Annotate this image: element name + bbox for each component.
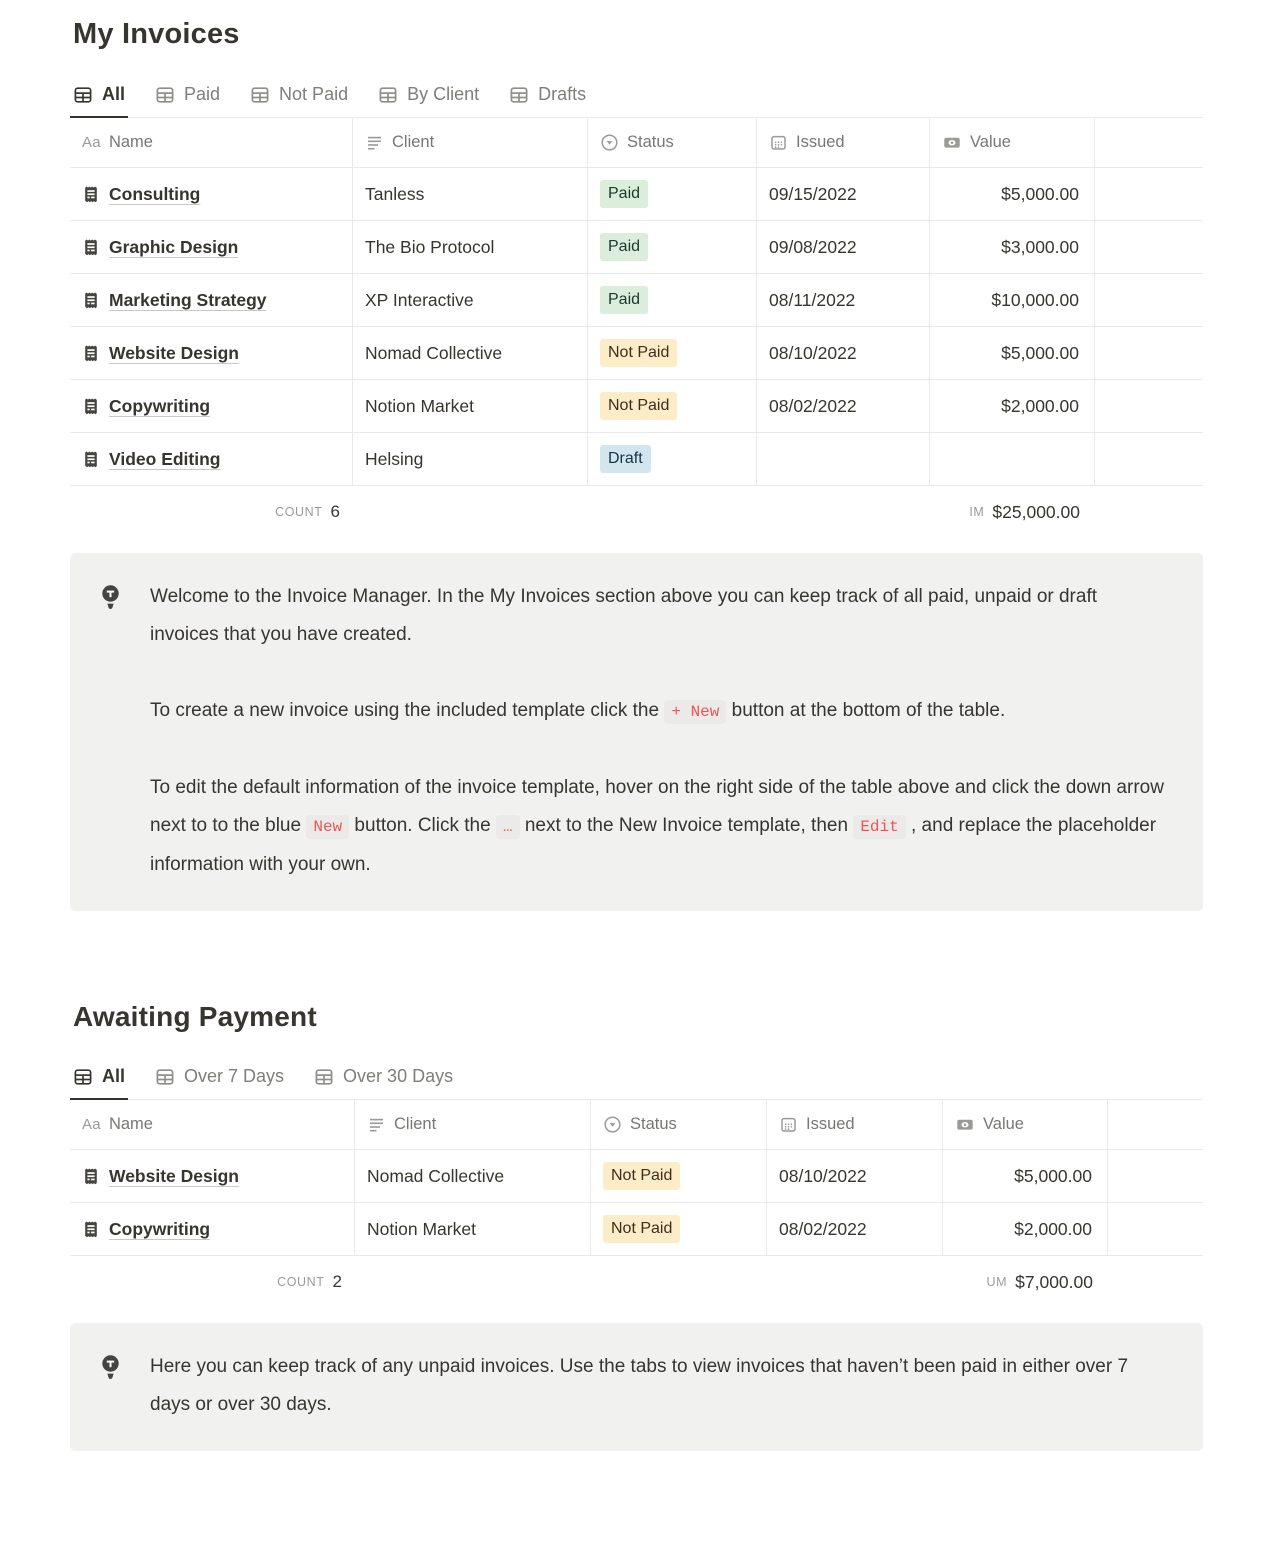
count-aggregate[interactable] — [70, 486, 353, 538]
column-header-status[interactable] — [591, 1100, 767, 1149]
text-icon: Aa — [82, 1116, 101, 1133]
inline-code-chip: New — [306, 815, 349, 839]
cell-status[interactable] — [588, 274, 757, 326]
invoice-page-link[interactable]: Graphic Design — [109, 236, 239, 257]
tab-by-client[interactable] — [375, 75, 482, 118]
callout-text-segment: , and replace the placeholder information with your own. — [150, 815, 1157, 875]
cell-empty — [1095, 380, 1203, 432]
count-label: COUNT — [275, 505, 323, 519]
issued-date: 08/10/2022 — [779, 1165, 867, 1186]
table-row — [70, 1203, 1203, 1256]
tab-label: All — [102, 1066, 126, 1086]
tab-label: Over 30 Days — [343, 1066, 454, 1086]
lightbulb-icon — [98, 584, 123, 616]
cell-empty — [1095, 221, 1203, 273]
receipt-icon — [82, 185, 100, 204]
sum-label: IM — [969, 505, 985, 519]
column-header-name[interactable] — [70, 118, 353, 167]
cell-empty — [1095, 433, 1203, 485]
tab-all[interactable] — [70, 1057, 128, 1100]
lightbulb-icon — [98, 1354, 123, 1386]
cell-client[interactable] — [353, 327, 588, 379]
invoice-value: $2,000.00 — [1001, 395, 1079, 416]
callout-text-segment: Here you can keep track of any unpaid invoices. Use the tabs to view invoices that haven’t been paid in either over 7 days or over 30 days. — [150, 1356, 1129, 1415]
table-view-icon — [73, 85, 93, 105]
cell-client[interactable] — [353, 221, 588, 273]
receipt-icon — [82, 397, 100, 416]
callout — [70, 553, 1203, 911]
cell-name[interactable] — [70, 1203, 355, 1255]
column-header-value[interactable] — [943, 1100, 1108, 1149]
inline-code-chip: + New — [664, 700, 726, 724]
column-header-value[interactable] — [930, 118, 1095, 167]
table-row — [70, 327, 1203, 380]
tab-all[interactable] — [70, 75, 128, 118]
cell-name[interactable] — [70, 433, 353, 485]
invoice-page-link[interactable]: Website Design — [109, 1165, 239, 1186]
status-badge[interactable]: Paid — [600, 233, 648, 261]
cell-client[interactable] — [353, 380, 588, 432]
cell-value[interactable] — [930, 274, 1095, 326]
invoice-value: $5,000.00 — [1014, 1165, 1092, 1186]
column-header-label: Issued — [796, 133, 845, 151]
column-header-status[interactable] — [588, 118, 757, 167]
client-value: Notion Market — [367, 1218, 476, 1239]
cell-name[interactable] — [70, 1150, 355, 1202]
column-header-label: Value — [970, 133, 1011, 151]
invoice-page-link[interactable]: Copywriting — [109, 395, 211, 416]
column-header-client[interactable] — [353, 118, 588, 167]
invoice-page-link[interactable]: Website Design — [109, 342, 239, 363]
section-title: My Invoices — [73, 18, 240, 50]
select-icon — [600, 133, 619, 152]
table-my-invoices — [70, 118, 1203, 538]
cell-issued[interactable] — [757, 221, 930, 273]
invoice-value: $3,000.00 — [1001, 236, 1079, 257]
column-header-label: Issued — [806, 1115, 855, 1133]
table-awaiting-payment — [70, 1100, 1203, 1308]
calendar-icon — [779, 1115, 798, 1134]
column-header-label: Name — [108, 133, 153, 151]
tab-drafts[interactable] — [506, 75, 589, 118]
column-header-empty — [1095, 118, 1203, 167]
table-row — [70, 221, 1203, 274]
invoice-value: $5,000.00 — [1001, 183, 1079, 204]
table-row — [70, 380, 1203, 433]
receipt-icon — [82, 1220, 100, 1239]
cell-issued[interactable] — [757, 327, 930, 379]
callout-text-segment: button at the bottom of the table. — [726, 700, 1006, 721]
callout-paragraph — [150, 769, 1165, 884]
sum-label: UM — [986, 1275, 1008, 1289]
table-view-icon — [73, 1067, 93, 1087]
table-row — [70, 1150, 1203, 1203]
invoice-value: $5,000.00 — [1001, 342, 1079, 363]
cell-value[interactable] — [930, 221, 1095, 273]
receipt-icon — [82, 238, 100, 257]
cell-issued[interactable] — [767, 1150, 943, 1202]
table-view-icon — [314, 1067, 334, 1087]
client-value: XP Interactive — [365, 289, 474, 310]
column-header-label: Status — [627, 133, 674, 151]
tab-over-7-days[interactable] — [152, 1057, 287, 1100]
invoice-value: $2,000.00 — [1014, 1218, 1092, 1239]
cell-name[interactable] — [70, 327, 353, 379]
client-value: Nomad Collective — [367, 1165, 505, 1186]
table-view-icon — [155, 85, 175, 105]
tab-not-paid[interactable] — [247, 75, 351, 118]
cell-issued[interactable] — [757, 433, 930, 485]
list-icon — [365, 133, 384, 152]
tab-label: Paid — [184, 84, 221, 104]
cell-client[interactable] — [353, 274, 588, 326]
client-value: Nomad Collective — [365, 342, 503, 363]
table-view-icon — [155, 1067, 175, 1087]
cell-name[interactable] — [70, 380, 353, 432]
money-icon — [955, 1115, 975, 1134]
column-header-label: Client — [392, 133, 435, 151]
cell-empty — [1108, 1203, 1203, 1255]
count-value: 2 — [332, 1272, 342, 1291]
cell-status[interactable] — [588, 168, 757, 220]
view-tabs — [70, 1057, 1203, 1100]
section-my-invoices — [70, 18, 1203, 911]
table-row — [70, 274, 1203, 327]
cell-name[interactable] — [70, 168, 353, 220]
cell-status[interactable] — [588, 433, 757, 485]
invoice-page-link[interactable]: Copywriting — [109, 1218, 211, 1239]
money-icon — [942, 133, 962, 152]
table-header-row — [70, 118, 1203, 168]
tab-label: By Client — [407, 84, 480, 104]
invoice-page-link[interactable]: Consulting — [109, 183, 201, 204]
text-icon: Aa — [82, 134, 101, 151]
invoice-value: $10,000.00 — [991, 289, 1079, 310]
tab-label: Not Paid — [279, 84, 349, 104]
status-badge[interactable]: Not Paid — [603, 1215, 680, 1243]
tab-label: Drafts — [538, 84, 587, 104]
cell-status[interactable] — [588, 380, 757, 432]
cell-client[interactable] — [353, 168, 588, 220]
column-header-client[interactable] — [355, 1100, 591, 1149]
cell-status[interactable] — [588, 327, 757, 379]
tab-label: Over 7 Days — [184, 1066, 285, 1086]
select-icon — [603, 1115, 622, 1134]
cell-status[interactable] — [591, 1150, 767, 1202]
client-value: Tanless — [365, 183, 425, 204]
callout-text-segment: Welcome to the Invoice Manager. In the My Invoices section above you can keep track of all paid, unpaid or draft invoices that you have created. — [150, 586, 1098, 645]
receipt-icon — [82, 450, 100, 469]
column-header-label: Status — [630, 1115, 677, 1133]
column-header-label: Name — [108, 1115, 153, 1133]
receipt-icon — [82, 1167, 100, 1186]
cell-status[interactable] — [588, 221, 757, 273]
tab-over-30-days[interactable] — [311, 1057, 456, 1100]
cell-empty — [1095, 327, 1203, 379]
column-header-label: Value — [983, 1115, 1024, 1133]
callout-text-segment: next to the New Invoice template, then — [519, 815, 854, 836]
tab-label: All — [102, 84, 126, 104]
cell-issued[interactable] — [757, 380, 930, 432]
cell-client[interactable] — [353, 433, 588, 485]
cell-client[interactable] — [355, 1203, 591, 1255]
cell-empty — [1095, 168, 1203, 220]
count-aggregate[interactable] — [70, 1256, 355, 1308]
cell-empty — [1095, 274, 1203, 326]
issued-date: 09/15/2022 — [769, 183, 857, 204]
issued-date: 09/08/2022 — [769, 236, 857, 257]
inline-code-chip: Edit — [853, 815, 905, 839]
status-badge[interactable]: Not Paid — [600, 392, 677, 420]
issued-date: 08/02/2022 — [769, 395, 857, 416]
table-footer-row — [70, 1256, 1203, 1308]
table-view-icon — [378, 85, 398, 105]
section-awaiting-payment — [70, 1001, 1203, 1451]
table-row — [70, 168, 1203, 221]
inline-code-chip: … — [496, 815, 520, 839]
sum-aggregate[interactable] — [943, 1256, 1108, 1308]
status-badge[interactable]: Paid — [600, 180, 648, 208]
client-value: The Bio Protocol — [365, 236, 495, 257]
table-footer-row — [70, 486, 1203, 538]
cell-value[interactable] — [930, 380, 1095, 432]
cell-name[interactable] — [70, 274, 353, 326]
cell-value[interactable] — [943, 1150, 1108, 1202]
callout-paragraph — [150, 1348, 1165, 1424]
invoice-page-link[interactable]: Marketing Strategy — [109, 289, 267, 310]
cell-value[interactable] — [943, 1203, 1108, 1255]
callout-text — [150, 1348, 1165, 1424]
column-header-label: Client — [394, 1115, 437, 1133]
status-badge[interactable]: Draft — [600, 445, 651, 473]
client-value: Notion Market — [365, 395, 474, 416]
table-view-icon — [509, 85, 529, 105]
table-view-icon — [250, 85, 270, 105]
callout-text-segment: To edit the default information of the invoice template, hover on the right side of the table above and click the down arrow next to to the blue — [150, 777, 1164, 836]
count-label: COUNT — [277, 1275, 325, 1289]
callout-paragraph — [150, 578, 1165, 654]
receipt-icon — [82, 291, 100, 310]
issued-date: 08/11/2022 — [769, 289, 856, 310]
callout-text-segment: To create a new invoice using the included template click the — [150, 700, 665, 721]
cell-empty — [1108, 1150, 1203, 1202]
cell-issued[interactable] — [767, 1203, 943, 1255]
sum-value: $25,000.00 — [992, 501, 1080, 522]
status-badge[interactable]: Not Paid — [603, 1162, 680, 1190]
table-row — [70, 433, 1203, 486]
table-header-row — [70, 1100, 1203, 1150]
list-icon — [367, 1115, 386, 1134]
view-tabs — [70, 75, 1203, 118]
section-title: Awaiting Payment — [73, 1001, 317, 1032]
status-badge[interactable]: Not Paid — [600, 339, 677, 367]
cell-issued[interactable] — [757, 274, 930, 326]
cell-issued[interactable] — [757, 168, 930, 220]
column-header-issued[interactable] — [767, 1100, 943, 1149]
callout-text — [150, 578, 1165, 884]
callout-text-segment: button. Click the — [349, 815, 496, 836]
issued-date: 08/10/2022 — [769, 342, 857, 363]
cell-status[interactable] — [591, 1203, 767, 1255]
issued-date: 08/02/2022 — [779, 1218, 867, 1239]
sum-value: $7,000.00 — [1015, 1271, 1093, 1292]
client-value: Helsing — [365, 448, 424, 469]
column-header-empty — [1108, 1100, 1203, 1149]
column-header-name[interactable] — [70, 1100, 355, 1149]
sum-aggregate[interactable] — [930, 486, 1095, 538]
count-value: 6 — [330, 502, 340, 521]
callout — [70, 1323, 1203, 1451]
cell-value[interactable] — [930, 327, 1095, 379]
cell-value[interactable] — [930, 433, 1095, 485]
cell-name[interactable] — [70, 221, 353, 273]
tab-paid[interactable] — [152, 75, 223, 118]
invoice-page-link[interactable]: Video Editing — [109, 448, 221, 469]
cell-client[interactable] — [355, 1150, 591, 1202]
cell-value[interactable] — [930, 168, 1095, 220]
callout-paragraph — [150, 692, 1165, 731]
receipt-icon — [82, 344, 100, 363]
calendar-icon — [769, 133, 788, 152]
column-header-issued[interactable] — [757, 118, 930, 167]
status-badge[interactable]: Paid — [600, 286, 648, 314]
